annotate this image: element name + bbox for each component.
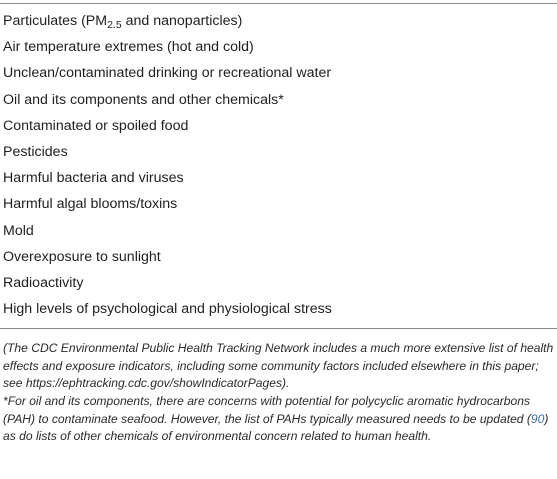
table-footnotes (0, 329, 557, 446)
table-row (0, 8, 557, 34)
row-text-post: and nanoparticles) (121, 13, 243, 29)
table-row: Harmful bacteria and viruses (3, 170, 184, 187)
table-row: Radioactivity (3, 274, 84, 291)
footnote-cdc: (The CDC Environmental Public Health Tracking Network includes a much more extensive list of health effects and exposure indicators, including some community factors included elsewhere in this paper; see https://ephtracking.cdc.gov/showIndicatorPages). (3, 341, 554, 391)
table-row: Oil and its components and other chemicals* (3, 91, 284, 108)
row-subscript: 2.5 (107, 19, 122, 31)
row-text-pre: Particulates (PM (3, 13, 108, 29)
reference-link[interactable]: 90 (530, 411, 545, 426)
table-row: Mold (3, 222, 34, 239)
footnote-oil (3, 393, 554, 446)
table-row: High levels of psychological and physiological stress (3, 301, 332, 318)
table-row: Overexposure to sunlight (3, 248, 161, 265)
table-row: Pesticides (3, 143, 68, 160)
table-row: Air temperature extremes (hot and cold) (3, 39, 254, 56)
hazard-list (0, 8, 557, 322)
table-top-rule (0, 3, 557, 4)
footnote-oil-text-pre: *For oil and its components, there are concerns with potential for polycyclic aromatic hydrocarbons (PAH) to contaminate seafood. However, the list of PAHs typically measured needs to be updated ( (3, 394, 531, 426)
footnote-oil-text-post: ) as do lists of other chemicals of environmental concern related to human health. (3, 411, 549, 444)
table-row: Unclean/contaminated drinking or recreational water (3, 65, 332, 82)
table-row: Harmful algal blooms/toxins (3, 196, 178, 213)
table-row: Contaminated or spoiled food (3, 117, 189, 134)
